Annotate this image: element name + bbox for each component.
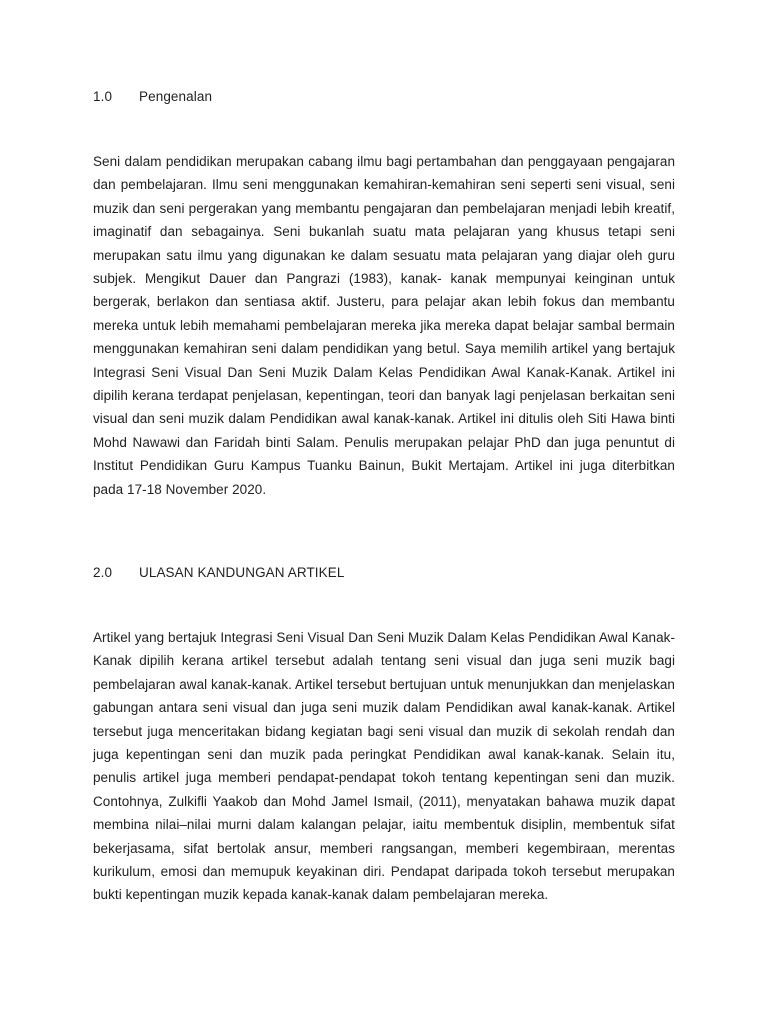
section-number: 1.0 [93,89,113,104]
section-paragraph-ulasan: Artikel yang bertajuk Integrasi Seni Visual Dan Seni Muzik Dalam Kelas Pendidikan Awal Kanak-Kanak dipilih kerana artikel tersebut adalah tentang seni visual dan juga seni muzik bagi pembelajaran awal kanak-kanak. Artikel tersebut bertujuan untuk menunjukkan dan menjelaskan gabungan antara seni visual dan juga seni muzik dalam Pendidikan awal kanak-kanak. Artikel tersebut juga menceritakan bidang kegiatan bagi seni visual dan muzik di sekolah rendah dan juga kepentingan seni dan muzik pada peringkat Pendidikan awal kanak-kanak. Selain itu, penulis artikel juga memberi pendapat-pendapat tokoh tentang kepentingan seni dan muzik. Contohnya, Zulkifli Yaakob dan Mohd Jamel Ismail, (2011), menyatakan bahawa muzik dapat membina nilai–nilai murni dalam kalangan pelajar, iaitu membentuk disiplin, membentuk sifat bekerjasama, sifat bertolak ansur, memberi rangsangan, memberi kegembiraan, merentas kurikulum, emosi dan memupuk keyakinan diri. Pendapat daripada tokoh tersebut merupakan bukti kepentingan muzik kepada kanak-kanak dalam pembelajaran mereka. [93,630,675,903]
section-title: Pengenalan [139,89,213,104]
section-heading-ulasan [93,565,344,581]
section-heading-pengenalan [93,89,212,105]
section-number: 2.0 [93,565,113,580]
section-paragraph-pengenalan: Seni dalam pendidikan merupakan cabang ilmu bagi pertambahan dan penggayaan pengajaran dan pembelajaran. Ilmu seni menggunakan kemahiran-kemahiran seni seperti seni visual, seni muzik dan seni pergerakan yang membantu pengajaran dan pembelajaran menjadi lebih kreatif, imaginatif dan sebagainya. Seni bukanlah suatu mata pelajaran yang khusus tetapi seni merupakan satu ilmu yang digunakan ke dalam sesuatu mata pelajaran yang diajar oleh guru subjek. Mengikut Dauer dan Pangrazi (1983), kanak- kanak mempunyai keinginan untuk bergerak, berlakon dan sentiasa aktif. Justeru, para pelajar akan lebih fokus dan membantu mereka untuk lebih memahami pembelajaran mereka jika mereka dapat belajar sambal bermain menggunakan kemahiran seni dalam pendidikan yang betul. Saya memilih artikel yang bertajuk Integrasi Seni Visual Dan Seni Muzik Dalam Kelas Pendidikan Awal Kanak-Kanak. Artikel ini dipilih kerana terdapat penjelasan, kepentingan, teori dan banyak lagi penjelasan berkaitan seni visual dan seni muzik dalam Pendidikan awal kanak-kanak. Artikel ini ditulis oleh Siti Hawa binti Mohd Nawawi dan Faridah binti Salam. Penulis merupakan pelajar PhD dan juga penuntut di Institut Pendidikan Guru Kampus Tuanku Bainun, Bukit Mertajam. Artikel ini juga diterbitkan pada 17-18 November 2020. [93,154,675,497]
section-title: ULASAN KANDUNGAN ARTIKEL [139,565,345,580]
